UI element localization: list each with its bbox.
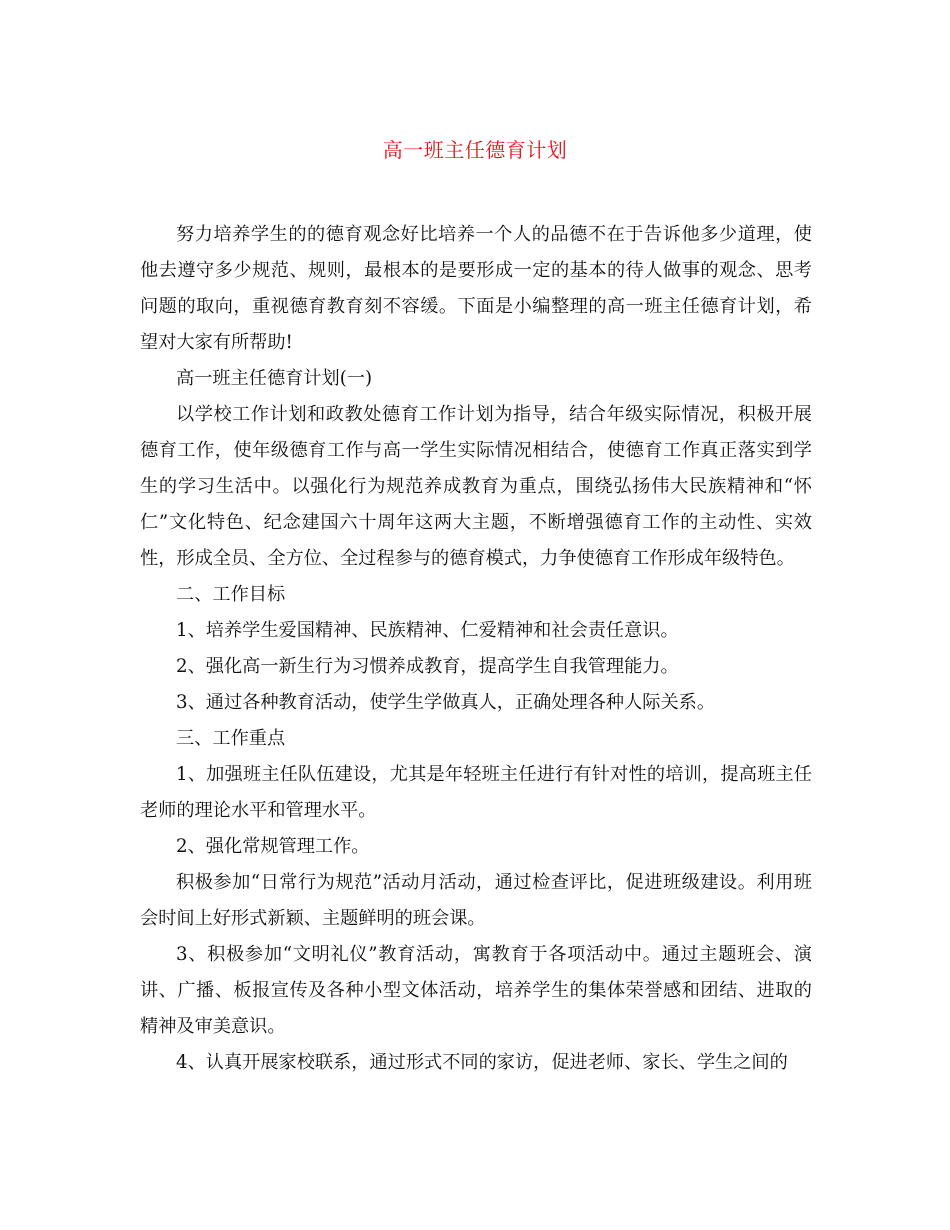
key-work-item-2: 2、强化常规管理工作。 bbox=[176, 836, 370, 857]
section-heading-goals: 二、工作目标 bbox=[176, 584, 286, 605]
key-work-item-3: 3、积极参加“文明礼仪”教育活动，寓教育于各项活动中。通过主题班会、演讲、广播、板报宣传及各种小型文体活动，培养学生的集体荣誉感和团结、进取的精神及审美意识。 bbox=[140, 944, 812, 1037]
document-body bbox=[140, 217, 812, 1081]
key-work-item-1: 1、加强班主任队伍建设，尤其是年轻班主任进行有针对性的培训，提高班主任老师的理论水平和管理水平。 bbox=[140, 764, 812, 821]
key-work-item-2-detail: 积极参加“日常行为规范”活动月活动，通过检查评比，促进班级建设。利用班会时间上好形式新颖、主题鲜明的班会课。 bbox=[140, 872, 812, 929]
goal-item-2: 2、强化高一新生行为习惯养成教育，提高学生自我管理能力。 bbox=[176, 656, 679, 677]
plan-guidance-paragraph: 以学校工作计划和政教处德育工作计划为指导，结合年级实际情况，积极开展德育工作，使年级德育工作与高一学生实际情况相结合，使德育工作真正落实到学生的学习生活中。以强化行为规范养成教育为重点，围绕弘扬伟大民族精神和“怀仁”文化特色、纪念建国六十周年这两大主题，不断增强德育工作的主动性、实效性，形成全员、全方位、全过程参与的德育模式，力争使德育工作形成年级特色。 bbox=[140, 404, 812, 569]
goal-item-1: 1、培养学生爱国精神、民族精神、仁爱精神和社会责任意识。 bbox=[176, 620, 679, 641]
key-work-item-4: 4、认真开展家校联系，通过形式不同的家访，促进老师、家长、学生之间的 bbox=[176, 1052, 788, 1073]
intro-paragraph: 努力培养学生的的德育观念好比培养一个人的品德不在于告诉他多少道理，使他去遵守多少规范、规则，最根本的是要形成一定的基本的待人做事的观念、思考问题的取向，重视德育教育刻不容缓。下面是小编整理的高一班主任德育计划，希望对大家有所帮助! bbox=[140, 224, 812, 353]
section-heading-key-work: 三、工作重点 bbox=[176, 728, 286, 749]
section-heading-plan-one: 高一班主任德育计划(一) bbox=[176, 368, 373, 389]
goal-item-3: 3、通过各种教育活动，使学生学做真人，正确处理各种人际关系。 bbox=[176, 692, 716, 713]
document-title: 高一班主任德育计划 bbox=[382, 138, 568, 162]
